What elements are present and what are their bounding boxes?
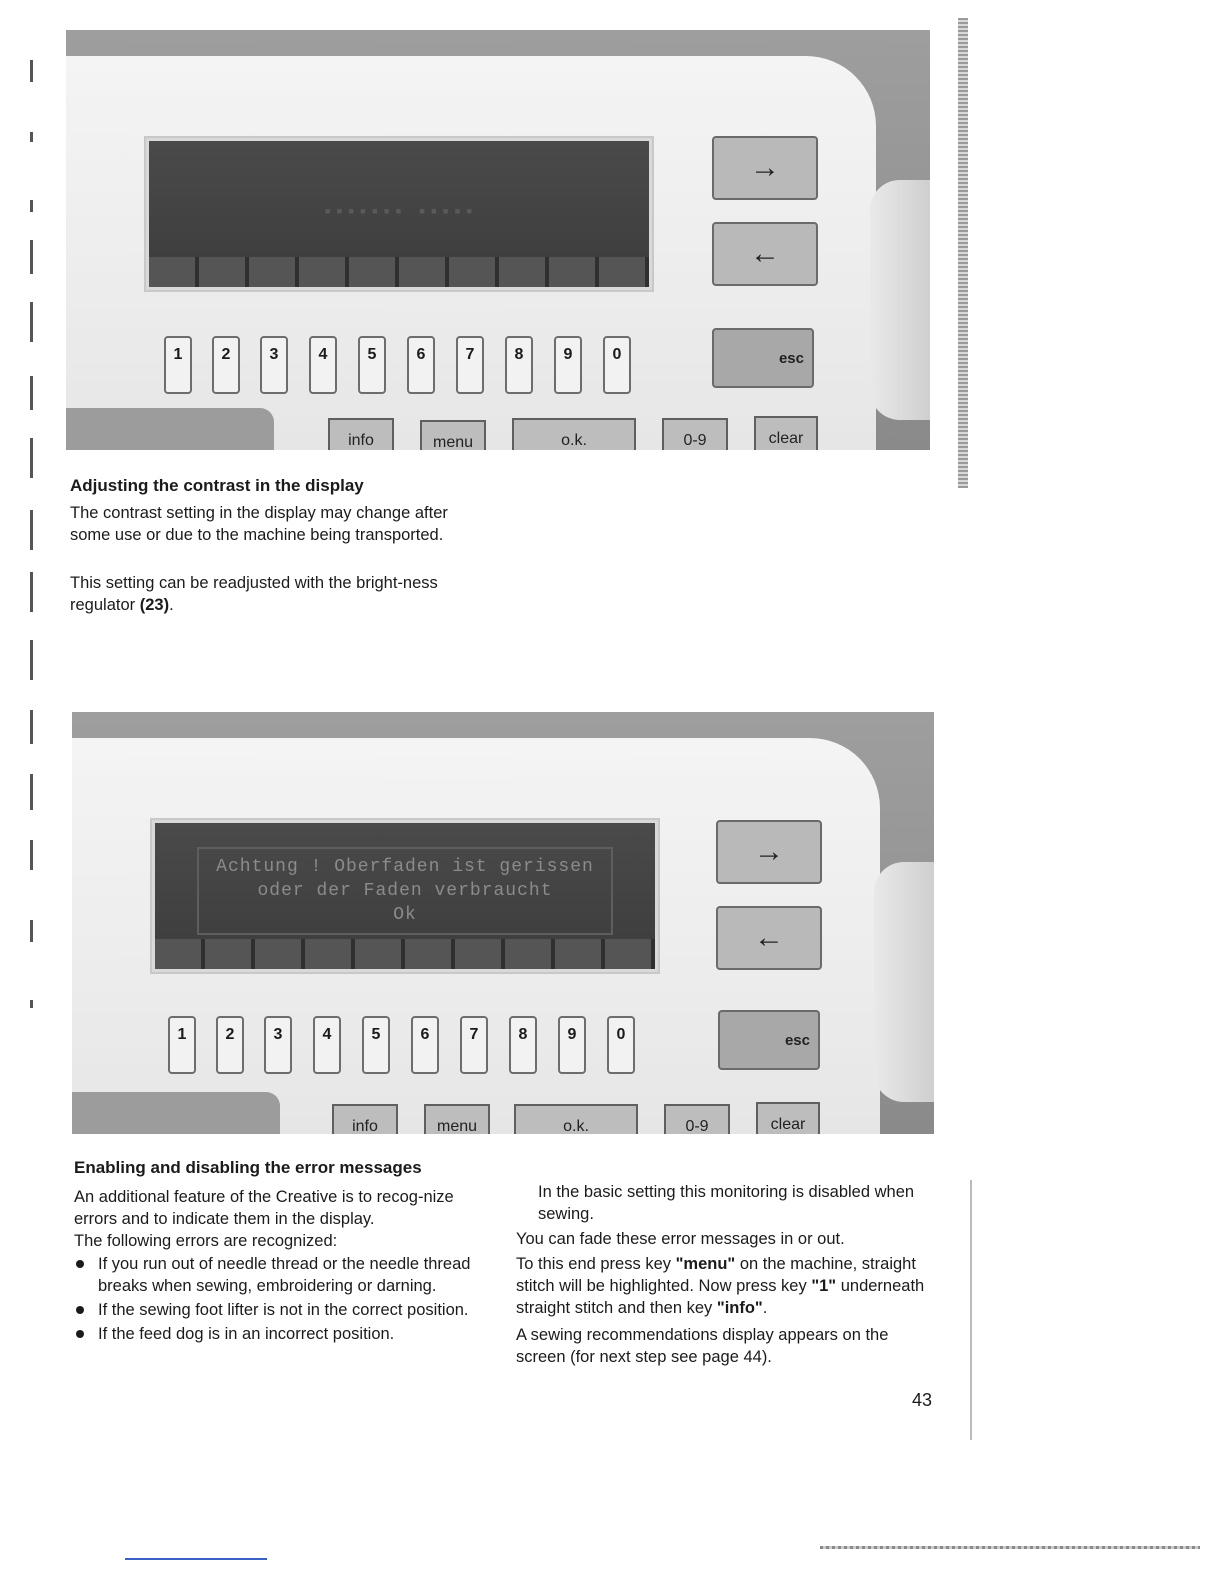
scan-margin-marks [26, 40, 40, 1440]
clear-key: clear [754, 416, 818, 450]
number-key-6: 6 [407, 336, 435, 394]
contrast-paragraph-2-text: This setting can be readjusted with the bright-ness regulator [70, 574, 438, 614]
machine-left-panel [72, 1092, 280, 1134]
number-key-6: 6 [411, 1016, 439, 1074]
scan-right-edge [958, 18, 968, 488]
page-number: 43 [912, 1390, 933, 1410]
section-heading-contrast: Adjusting the contrast in the display [70, 476, 364, 495]
number-key-0: 0 [603, 336, 631, 394]
right-arrow-key: → [712, 136, 818, 200]
photo-error-message-display [72, 712, 934, 1134]
regulator-reference: (23) [139, 596, 170, 614]
lcd-cell-row [155, 939, 655, 969]
number-key-5: 5 [358, 336, 386, 394]
list-item: If the sewing foot lifter is not in the correct position. [74, 1299, 486, 1321]
number-key-4: 4 [309, 336, 337, 394]
number-key-9: 9 [554, 336, 582, 394]
info-key: info [332, 1104, 398, 1134]
number-key-3: 3 [260, 336, 288, 394]
number-key-1: 1 [168, 1016, 196, 1074]
scan-bottom-line [820, 1546, 1200, 1549]
contrast-paragraph-2-end: . [169, 596, 174, 614]
esc-key: esc [718, 1010, 820, 1070]
number-key-5: 5 [362, 1016, 390, 1074]
clear-key: clear [756, 1102, 820, 1134]
number-key-9: 9 [558, 1016, 586, 1074]
info-key: info [328, 418, 394, 450]
number-key-0: 0 [607, 1016, 635, 1074]
procedure-text-a: To this end press key [516, 1255, 676, 1273]
error-intro-1: An additional feature of the Creative is to recog-nize errors and to indicate them in the display. [74, 1188, 454, 1228]
procedure-paragraph [516, 1253, 942, 1319]
procedure-text-b: on the machine, straight stitch will be highlighted. Now press key [516, 1255, 916, 1295]
lcd-line-2: oder der Faden verbraucht [257, 881, 553, 901]
contrast-paragraph-1: The contrast setting in the display may change after some use or due to the machine being transported. [70, 504, 448, 544]
numeric-key: 0-9 [664, 1104, 730, 1134]
brightness-regulator [870, 180, 930, 420]
error-list [74, 1253, 486, 1347]
recommendation-paragraph: A sewing recommendations display appears on the screen (for next step see page 44). [516, 1326, 889, 1366]
menu-key: menu [420, 420, 486, 450]
photo-display-contrast [66, 30, 930, 450]
number-key-7: 7 [460, 1016, 488, 1074]
machine-left-panel [66, 408, 274, 450]
brightness-regulator [874, 862, 934, 1102]
number-key-4: 4 [313, 1016, 341, 1074]
number-key-1: 1 [164, 336, 192, 394]
blue-rule [125, 1558, 267, 1560]
esc-key: esc [712, 328, 814, 388]
right-arrow-key: → [716, 820, 822, 884]
contrast-paragraph-2 [70, 572, 470, 616]
fade-paragraph: You can fade these error messages in or out. [516, 1230, 845, 1248]
list-item: If the feed dog is in an incorrect position. [74, 1323, 486, 1345]
procedure-text-c: underneath straight stitch and then key [516, 1277, 925, 1317]
scan-right-edge-lower [970, 1180, 972, 1440]
number-key-8: 8 [505, 336, 533, 394]
left-arrow-key: ← [712, 222, 818, 286]
menu-key: menu [424, 1104, 490, 1134]
section-heading-error-messages: Enabling and disabling the error messages [74, 1158, 422, 1177]
list-item: If you run out of needle thread or the needle thread breaks when sewing, embroidering or darning. [74, 1253, 486, 1297]
numeric-key: 0-9 [662, 418, 728, 450]
number-key-2: 2 [212, 336, 240, 394]
number-key-8: 8 [509, 1016, 537, 1074]
info-key-reference: "info" [716, 1299, 763, 1317]
menu-key-reference: "menu" [675, 1255, 736, 1273]
number-key-3: 3 [264, 1016, 292, 1074]
lcd-dim-text: ▪▪▪▪▪▪▪ ▪▪▪▪▪ [322, 203, 476, 223]
procedure-text-d: . [762, 1299, 768, 1317]
number-key-2: 2 [216, 1016, 244, 1074]
left-arrow-key: ← [716, 906, 822, 970]
key-1-reference: "1" [811, 1277, 837, 1295]
error-intro-2: The following errors are recognized: [74, 1232, 338, 1250]
lcd-display [146, 138, 652, 290]
lcd-line-1: Achtung ! Oberfaden ist gerissen [216, 857, 594, 877]
lcd-cell-row [149, 257, 649, 287]
ok-key: o.k. [512, 418, 636, 450]
lcd-line-3: Ok [393, 905, 417, 925]
lcd-display [152, 820, 658, 972]
ok-key: o.k. [514, 1104, 638, 1134]
basic-setting-paragraph: In the basic setting this monitoring is disabled when sewing. [538, 1183, 915, 1223]
number-key-7: 7 [456, 336, 484, 394]
